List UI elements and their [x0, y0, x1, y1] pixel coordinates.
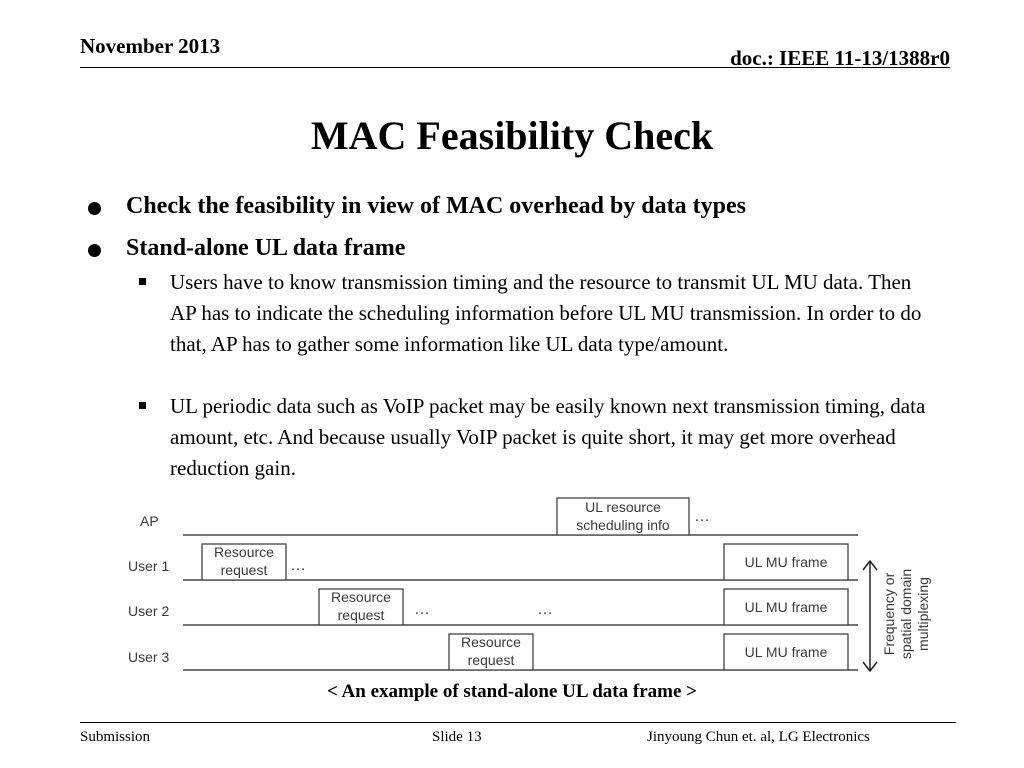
row-label-ap: AP [140, 513, 159, 529]
user1-ellipsis: … [290, 557, 306, 574]
user2-req-line1: Resource [331, 589, 391, 605]
row-label-user2: User 2 [128, 603, 170, 619]
sub-bullet-1-text: Users have to know transmission timing and the resource to transmit UL MU data. Then AP has to indicate the scheduling information before UL MU transmission. In order to do that, AP has to gather some information like UL data type/amount. [170, 270, 922, 356]
user3-req-line2: request [467, 652, 515, 668]
user1-ul-mu-label: UL MU frame [744, 554, 828, 570]
axis-label-line1: Frequency or [881, 572, 897, 656]
user2-req-line2: request [337, 607, 385, 623]
sub-bullet-2-text: UL periodic data such as VoIP packet may be easily known next transmission timing, data amount, etc. And because usually VoIP packet is quite short, it may get more overhead reduction gain. [170, 394, 926, 480]
axis-label-line2: spatial domain [898, 568, 914, 660]
header-date: November 2013 [80, 34, 221, 58]
slide-title: MAC Feasibility Check [310, 113, 714, 158]
diagram-caption: < An example of stand-alone UL data frame > [327, 681, 697, 702]
footer-slide-number: Slide 13 [432, 729, 482, 745]
footer-submission: Submission [80, 729, 151, 745]
axis-label-line3: multiplexing [915, 577, 931, 651]
ap-ellipsis: … [694, 508, 710, 525]
footer-divider [80, 722, 956, 723]
row-label-user3: User 3 [128, 649, 170, 665]
row-label-user1: User 1 [128, 558, 170, 574]
ap-box-line2: scheduling info [576, 517, 670, 533]
bullet-1-text: Check the feasibility in view of MAC overhead by data types [126, 193, 746, 219]
user1-req-line2: request [220, 562, 268, 578]
user3-ul-mu-label: UL MU frame [744, 644, 828, 660]
user1-req-line1: Resource [214, 544, 274, 560]
bullet-2-text: Stand-alone UL data frame [126, 235, 406, 261]
user2-ellipsis-2: … [537, 601, 553, 618]
user2-ellipsis-1: … [414, 601, 430, 618]
header-doc-id: doc.: IEEE 11-13/1388r0 [730, 46, 950, 70]
user2-ul-mu-label: UL MU frame [744, 599, 828, 615]
multiplexing-arrow [863, 561, 877, 671]
user3-req-line1: Resource [461, 634, 521, 650]
footer-author: Jinyoung Chun et. al, LG Electronics [647, 729, 870, 745]
ap-box-line1: UL resource [585, 499, 661, 515]
